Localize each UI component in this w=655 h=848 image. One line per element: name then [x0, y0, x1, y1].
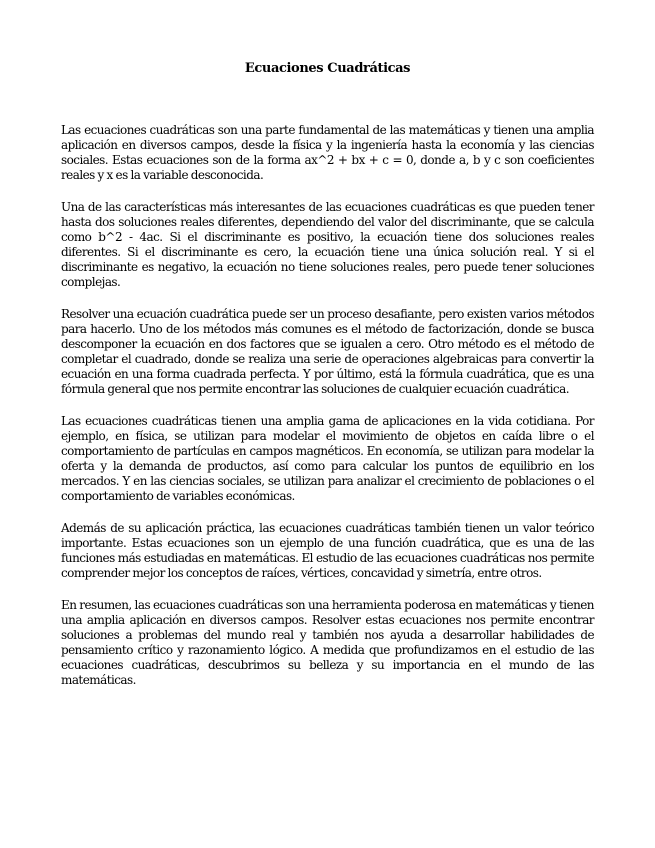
- document-title: Ecuaciones Cuadráticas: [244, 61, 411, 76]
- document-body: [61, 123, 594, 705]
- paragraph-5: Además de su aplicación práctica, las ecuaciones cuadráticas también tienen un valor teórico importante. Estas ecuaciones son un ejemplo de una función cuadrática, que es una de las funciones más estudiadas en matemáticas. El estudio de las ecuaciones cuadráticas nos permite comprender mejor los conceptos de raíces, vértices, concavidad y simetría, entre otros.: [61, 521, 594, 580]
- paragraph-2: Una de las características más interesantes de las ecuaciones cuadráticas es que pueden tener hasta dos soluciones reales diferentes, dependiendo del valor del discriminante, que se calcula como b^2 - 4ac. Si el discriminante es positivo, la ecuación tiene dos soluciones reales diferentes. Si el discriminante es cero, la ecuación tiene una única solución real. Y si el discriminante es negativo, la ecuación no tiene soluciones reales, pero puede tener soluciones complejas.: [61, 200, 594, 289]
- paragraph-6: En resumen, las ecuaciones cuadráticas son una herramienta poderosa en matemáticas y tienen una amplia aplicación en diversos campos. Resolver estas ecuaciones nos permite encontrar soluciones a problemas del mundo real y también nos ayuda a desarrollar habilidades de pensamiento crítico y razonamiento lógico. A medida que profundizamos en el estudio de las ecuaciones cuadráticas, descubrimos su belleza y su importancia en el mundo de las matemáticas.: [61, 598, 594, 687]
- paragraph-3: Resolver una ecuación cuadrática puede ser un proceso desafiante, pero existen varios métodos para hacerlo. Uno de los métodos más comunes es el método de factorización, donde se busca descomponer la ecuación en dos factores que se igualen a cero. Otro método es el método de completar el cuadrado, donde se realiza una serie de operaciones algebraicas para convertir la ecuación en una forma cuadrada perfecta. Y por último, está la fórmula cuadrática, que es una fórmula general que nos permite encontrar las soluciones de cualquier ecuación cuadrática.: [61, 307, 594, 396]
- paragraph-4: Las ecuaciones cuadráticas tienen una amplia gama de aplicaciones en la vida cotidiana. Por ejemplo, en física, se utilizan para modelar el movimiento de objetos en caída libre o el comportamiento de partículas en campos magnéticos. En economía, se utilizan para modelar la oferta y la demanda de productos, así como para calcular los puntos de equilibrio en los mercados. Y en las ciencias sociales, se utilizan para analizar el crecimiento de poblaciones o el comportamiento de variables económicas.: [61, 414, 594, 503]
- paragraph-1: Las ecuaciones cuadráticas son una parte fundamental de las matemáticas y tienen una amplia aplicación en diversos campos, desde la física y la ingeniería hasta la economía y las ciencias sociales. Estas ecuaciones son de la forma ax^2 + bx + c = 0, donde a, b y c son coeficientes reales y x es la variable desconocida.: [61, 123, 594, 182]
